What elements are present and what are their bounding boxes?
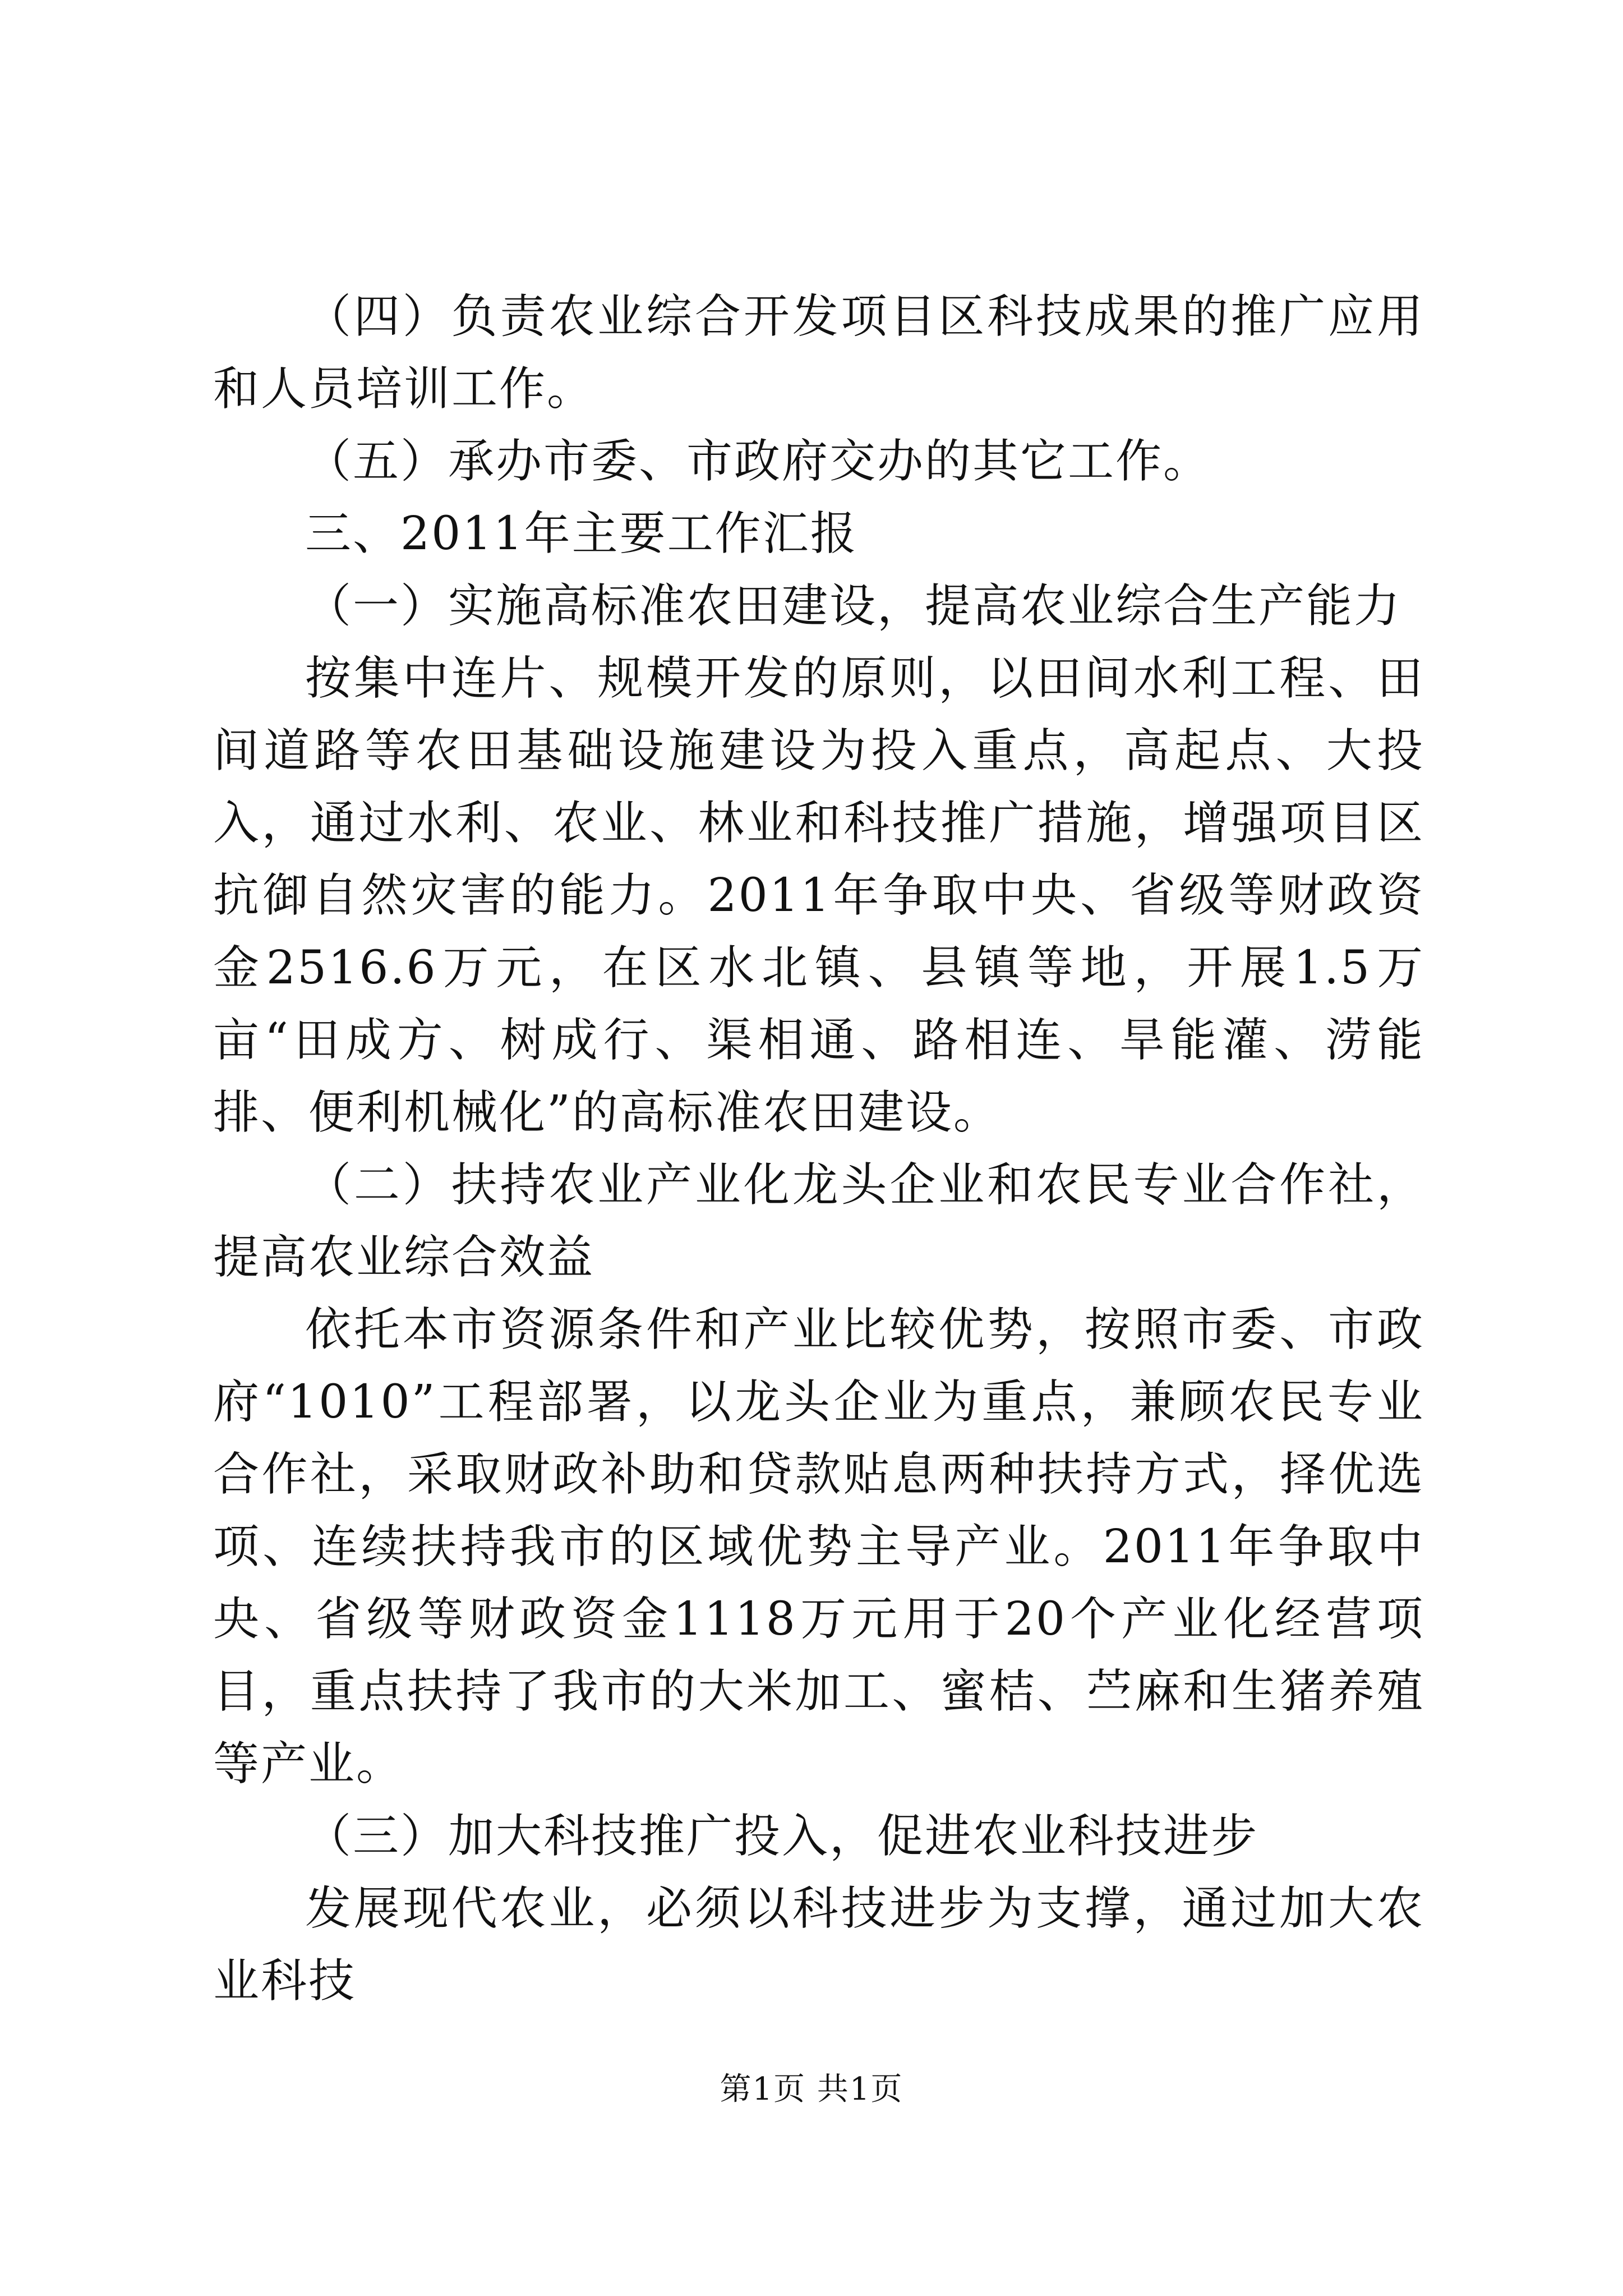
subheading-technology-promotion: （三）加大科技推广投入，促进农业科技进步 <box>305 1810 1259 1863</box>
document-body <box>213 280 1424 2017</box>
paragraph-industrialization-support: 依托本市资源条件和产业比较优势，按照市委、市政府“1010”工程部署，以龙头企业为重点，兼顾农民专业合作社，采取财政补助和贷款贴息两种扶持方式，择优选项、连续扶持我市的区域优势主导产业。2011年争取中央、省级等财政资金1118万元用于20个产业化经营项目，重点扶持了我市的大米加工、蜜桔、苎麻和生猪养殖等产业。 <box>213 1303 1424 1791</box>
page-footer: 第1页 共1页 <box>720 2071 903 2108</box>
subheading-farmland-construction: （一）实施高标准农田建设，提高农业综合生产能力 <box>305 579 1402 633</box>
paragraph-duty-5: （五）承办市委、市政府交办的其它工作。 <box>305 435 1211 488</box>
paragraph-technology-promotion: 发展现代农业，必须以科技进步为支撑，通过加大农业科技 <box>213 1882 1424 2008</box>
paragraph-farmland-construction: 按集中连片、规模开发的原则，以田间水利工程、田间道路等农田基础设施建设为投入重点，高起点、大投入，通过水利、农业、林业和科技推广措施，增强项目区抗御自然灾害的能力。2011年争取中央、省级等财政资金2516.6万元，在区水北镇、县镇等地，开展1.5万亩“田成方、树成行、渠相通、路相连、旱能灌、涝能排、便利机械化”的高标准农田建设。 <box>213 652 1424 1139</box>
section-heading-2011-report: 三、2011年主要工作汇报 <box>305 507 858 560</box>
paragraph-duty-4: （四）负责农业综合开发项目区科技成果的推广应用和人员培训工作。 <box>213 290 1424 416</box>
subheading-industrialization-support: （二）扶持农业产业化龙头企业和农民专业合作社，提高农业综合效益 <box>213 1158 1424 1284</box>
